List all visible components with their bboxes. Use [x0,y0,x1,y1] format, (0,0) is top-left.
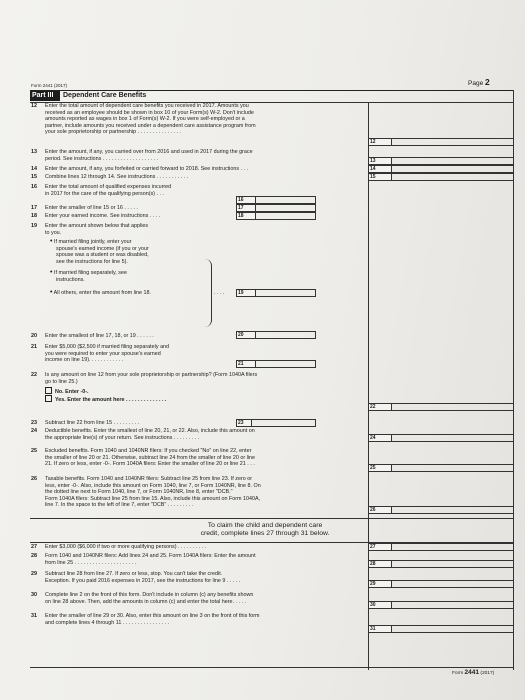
line-20-amount-field[interactable] [256,331,316,339]
line-19-dots: . . . . [214,290,225,296]
no-checkbox[interactable] [45,387,52,394]
line-14-box-label: 14 [368,165,392,173]
line-22-no-option[interactable]: No. Enter -0-. [45,387,89,396]
line-29-amount-field[interactable] [392,580,513,588]
line-13-box-label: 13 [368,157,392,165]
part-label: Part III [30,91,60,101]
section-rule [30,518,513,519]
form-id-footer: Form 2441 (2017) [452,669,495,676]
line-18-amount-field[interactable] [256,212,316,220]
line-16-amount-field[interactable] [256,196,316,204]
line-17-amount-field[interactable] [256,204,316,212]
line-19-bullet-joint: • If married filing jointly, enter your spouse's earned income (if you or your spouse was a student or was disabled, see the instructions for line 5). [50,238,149,265]
line-19-bullet-separate: • If married filing separately, see instructions. [50,269,127,283]
line-29-box-label: 29 [368,580,392,588]
line-26-box-label: 26 [368,506,392,514]
line-21-amount-field[interactable] [256,360,316,368]
bottom-rule [30,667,513,668]
line-20-box-label: 20 [236,331,256,339]
line-30-amount-field[interactable] [392,601,513,609]
line-12-amount-field[interactable] [392,138,513,146]
line-17-box-label: 17 [236,204,256,212]
part-title: Dependent Care Benefits [63,92,147,99]
line-23-box-label: 23 [236,419,252,427]
line-18-box-label: 18 [236,212,256,220]
line-16-box-label: 16 [236,196,256,204]
line-25-box-label: 25 [368,464,392,472]
line-30-box-label: 30 [368,601,392,609]
line-19-bullet-others: • All others, enter the amount from line 18. [50,289,152,296]
line-24-amount-field[interactable] [392,434,513,442]
line-15-amount-field[interactable] [392,173,513,181]
line-27-box-label: 27 [368,543,392,551]
line-28-amount-field[interactable] [392,560,513,568]
line-31-amount-field[interactable] [392,625,513,633]
line-22-yes-option[interactable]: Yes. Enter the amount here . . . . . . . . . . . . . . [45,395,365,404]
line-15-box-label: 15 [368,173,392,181]
line-19-amount-field[interactable] [256,289,316,297]
line-28-box-label: 28 [368,560,392,568]
yes-checkbox[interactable] [45,395,52,402]
bullet-icon: • [50,289,53,296]
form-id-header: Form 2441 (2017) [31,83,68,88]
line-23-amount-field[interactable] [252,419,316,427]
line-25-amount-field[interactable] [392,464,513,472]
line-12-box-label: 12 [368,138,392,146]
line-22-box-label: 22 [368,403,392,411]
line-13-amount-field[interactable] [392,157,513,165]
form-page: Page 2 Form 2441 (2017) Part III Dependent Care Benefits 12 Enter the total amount of dependent care benefits you received in 2017. Amounts you received as an employee should be shown in box 10 of your Form(s) W-2. Don't include amounts reported as wages in box 1 of Form(s) W-2. If you were self-employed or a partner, include amounts you received under a dependent care assistance program from your sole proprietorship or partnership . . . . . . . . . . . . . . . 12 13 Enter the amount, if any, you carried over from 2016 and used in 2017 during the grace period. See instructions . . . . . . . . . . . . . . . . . . . 13 14 Enter the amount, if any, you forfeited or carried forward to 2018. See instructions . . . 14 15 Combine lines 12 through 14. See instructions . . . . . . . . . . . 15 16 Enter the total amount of qualified expenses incurred in 2017 for the care of the qualifying person(s) . . . 16 17 Enter the smaller of line 15 or 16 . . . . . 17 18 Enter your earned income. See instructions . . . . 18 19 Enter the amount shown below that applies to you. • If married filing jointly, enter your spouse's earned income (if you or your spouse was a student or was disabled, see the instructions for line 5). • If married filing separately, see instructions. • All others, enter the amount from line 18. . . . . 19 20 Enter the smallest of line 17, 18, or 19 . . . . . . 20 21 Enter $5,000 ($2,500 if married filing separately and you were required to enter your spouse's earned income on line 19). . . . . . . . . . . . 21 22 Is any amount on line 12 from your sole proprietorship or partnership? (Form 1040A filers go to line 25.) No. Enter -0-. Yes. Enter the amount here . . . . . . . . . . . . . . 22 23 Subtract line 22 from line 15 . . . . . . . . . 23 24 Deductible benefits. Enter the smallest of line 20, 21, or 22. Also, include this amount on the appropriate line(s) of your return. See instructions . . . . . . . . . 24 25 Excluded benefits. Form 1040 and 1040NR filers: If you checked "No" on line 22, enter the smaller of line 20 or 21. Otherwise, subtract line 24 from the smaller of line 20 or line 21. If zero or less, enter -0-. Form 1040A filers: Enter the smaller of line 20 or line 21 . . . 25 26 Taxable benefits. Form 1040 and 1040NR filers: Subtract line 25 from line 23. If zero or less, enter -0-. Also, include this amount on Form 1040, line 7, or Form 1040NR, line 8. On the dotted line next to Form 1040, line 7, or Form 1040NR, line 8, enter "DCB." Form 1040A filers: Subtract line 25 from line 15. Also, include this amount on Form 1040A, line 7. In the space to the left of line 7, enter "DCB" . . . . . . . . . 26 To claim the child and dependent care credit, complete lines 27 through 31 below. 27 Enter $3,000 ($6,000 if two or more qualifying persons) . . . . . . . . . . 27 28 Form 1040 and 1040NR filers: Add lines 24 and 25. Form 1040A filers: Enter the amount from line 25 . . . . . . . . . . . . . . . . . . . . . 28 29 Subtract line 28 from line 27. If zero or less, stop. You can't take the credit. Exception. If you paid 2016 expenses in 2017, see the instructions for line 9 . . . . . 29 30 Complete line 2 on the front of this form. Don't include in column (c) any benefits shown on line 28 above. Then, add the amounts in column (c) and enter the total here. . . . . 30 31 Enter the smaller of line 29 or 30. Also, enter this amount on line 3 on the front of this form and complete lines 4 through 11 . . . . . . . . . . . . . . . . 31 Form 2441 (2017) [0,0,525,700]
line-27-amount-field[interactable] [392,543,513,551]
bullet-icon: • [50,238,53,245]
right-edge-border [513,90,514,670]
line-22-amount-field[interactable] [392,403,513,411]
line-14-amount-field[interactable] [392,165,513,173]
line-19-brace [205,259,212,327]
page-number: Page 2 [468,77,490,87]
line-21-box-label: 21 [236,360,256,368]
line-19-box-label: 19 [236,289,256,297]
credit-instructions: To claim the child and dependent care credit, complete lines 27 through 31 below. [200,522,330,537]
line-24-box-label: 24 [368,434,392,442]
bullet-icon: • [50,269,53,276]
line-31-box-label: 31 [368,625,392,633]
line-26-amount-field[interactable] [392,506,513,514]
